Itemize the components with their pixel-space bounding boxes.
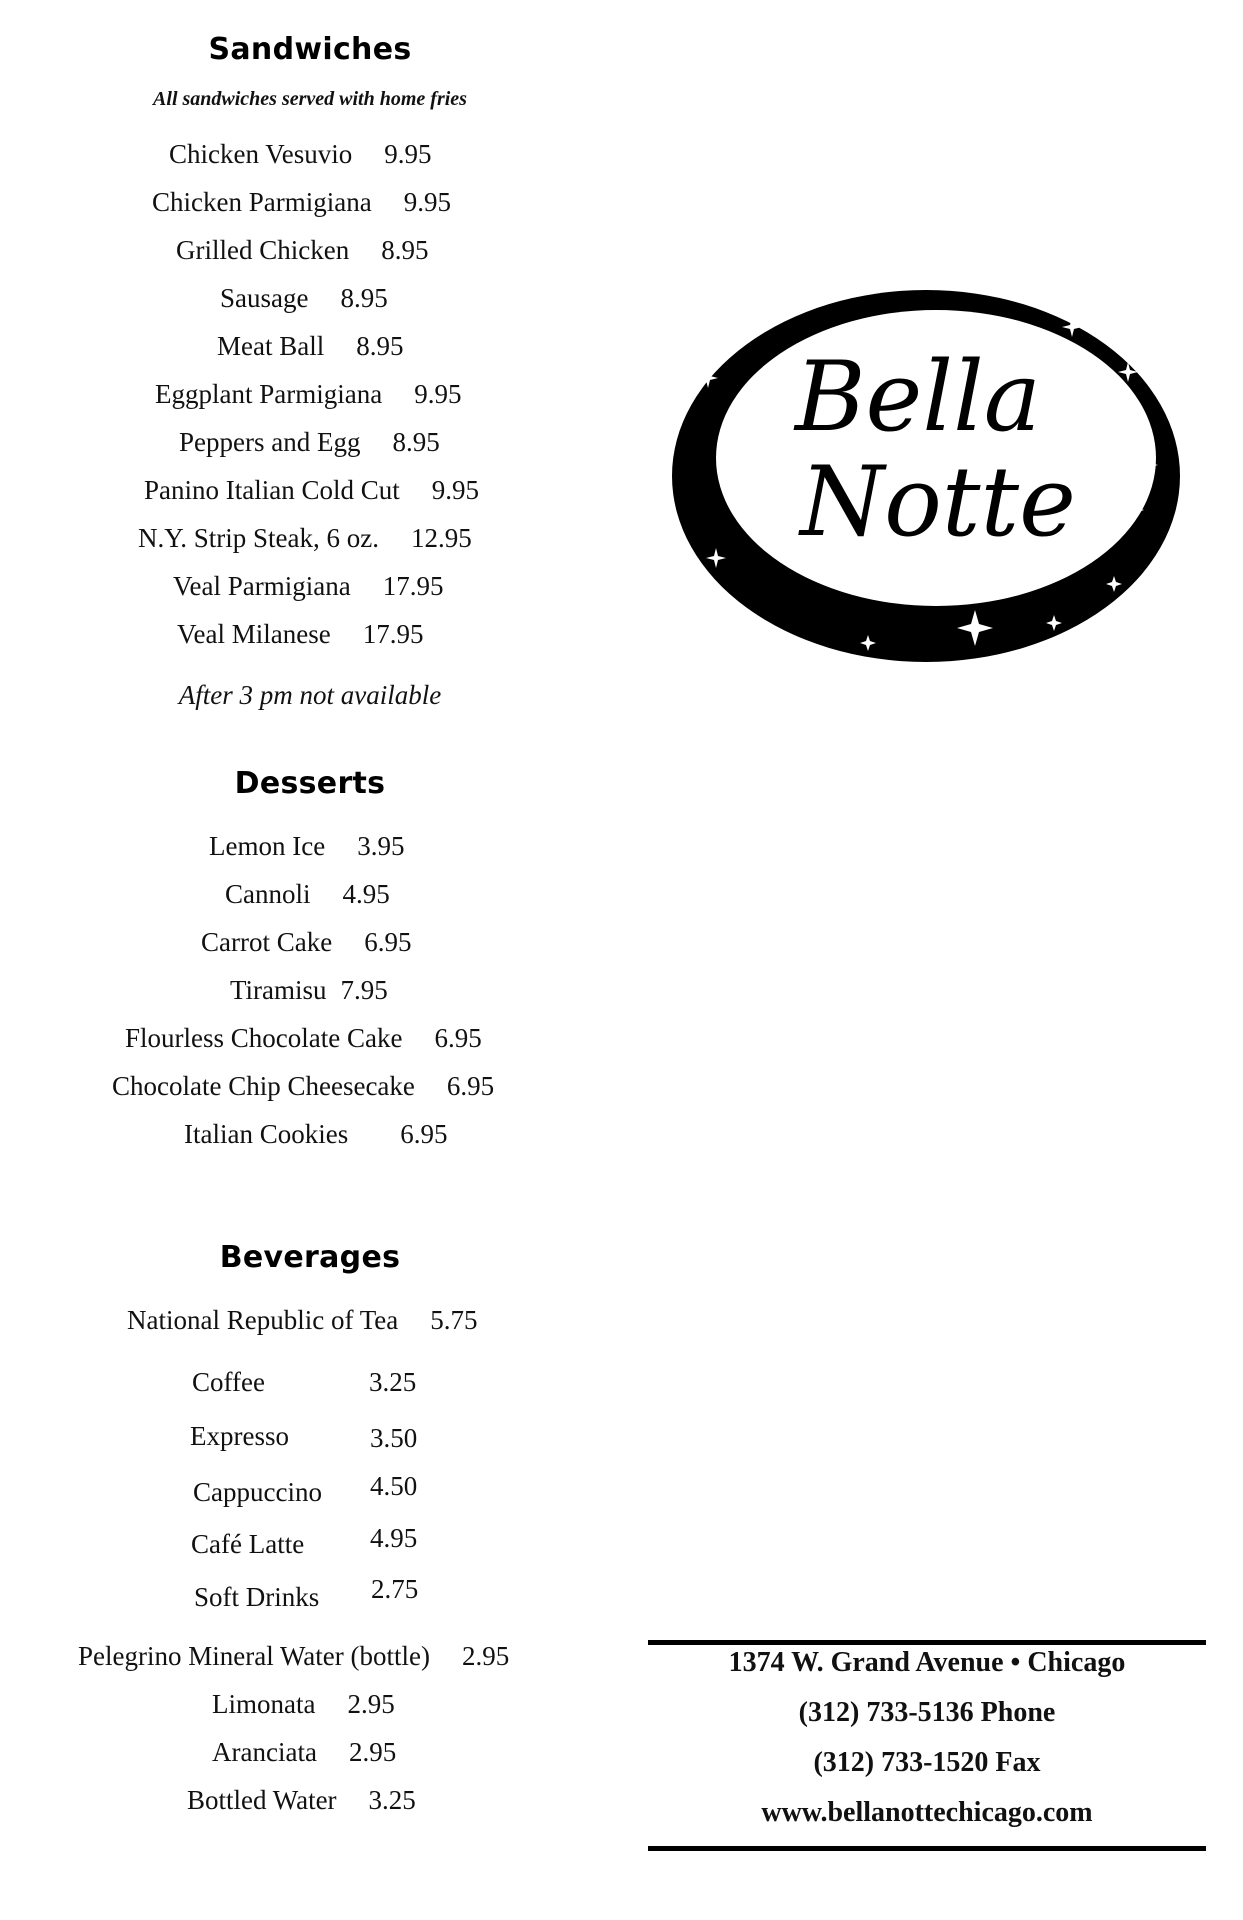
item-price: 2.95 bbox=[347, 1689, 395, 1719]
item-price: 9.95 bbox=[414, 379, 462, 409]
item-price: 4.50 bbox=[370, 1471, 418, 1501]
item-price: 4.95 bbox=[370, 1523, 418, 1553]
sandwiches-note: After 3 pm not available bbox=[178, 680, 442, 710]
item-price: 3.25 bbox=[368, 1785, 416, 1815]
sandwiches-heading: Sandwiches bbox=[208, 32, 412, 67]
item-name: Italian Cookies bbox=[184, 1119, 349, 1149]
item-name: Coffee bbox=[192, 1367, 265, 1397]
item-name: Chicken Vesuvio bbox=[169, 139, 353, 169]
menu-item bbox=[217, 330, 403, 362]
item-price: 5.75 bbox=[430, 1305, 478, 1335]
item-price: 8.95 bbox=[356, 331, 404, 361]
item-name: Veal Parmigiana bbox=[173, 571, 351, 601]
logo-text-bella: Bella bbox=[795, 341, 1041, 453]
beverages-heading: Beverages bbox=[219, 1240, 401, 1275]
desserts-heading: Desserts bbox=[234, 766, 386, 801]
item-price: 6.95 bbox=[364, 927, 412, 957]
contact-top-rule bbox=[648, 1640, 1206, 1645]
item-price: 8.95 bbox=[381, 235, 429, 265]
item-name: Sausage bbox=[220, 283, 309, 313]
item-name: N.Y. Strip Steak, 6 oz. bbox=[138, 523, 379, 553]
item-price: 3.25 bbox=[369, 1367, 417, 1397]
menu-item bbox=[230, 974, 388, 1006]
item-name: Lemon Ice bbox=[209, 831, 326, 861]
item-name: National Republic of Tea bbox=[127, 1305, 399, 1335]
menu-item bbox=[187, 1784, 416, 1816]
item-price: 17.95 bbox=[382, 571, 444, 601]
item-price: 6.95 bbox=[434, 1023, 482, 1053]
item-name: Expresso bbox=[190, 1421, 289, 1451]
item-price: 8.95 bbox=[340, 283, 388, 313]
menu-item bbox=[201, 926, 411, 958]
website-link[interactable]: www.bellanottechicago.com bbox=[761, 1797, 1093, 1828]
item-name: Tiramisu bbox=[230, 975, 327, 1005]
menu-item bbox=[212, 1736, 396, 1768]
menu-item bbox=[225, 878, 390, 910]
menu-item bbox=[125, 1022, 482, 1054]
item-price: 3.95 bbox=[357, 831, 405, 861]
item-price: 8.95 bbox=[392, 427, 440, 457]
bella-notte-logo bbox=[668, 280, 1180, 665]
contact-bottom-rule bbox=[648, 1846, 1206, 1851]
item-name: Panino Italian Cold Cut bbox=[144, 475, 400, 505]
item-name: Aranciata bbox=[212, 1737, 317, 1767]
item-name: Bottled Water bbox=[187, 1785, 337, 1815]
menu-item bbox=[152, 186, 451, 218]
item-name: Grilled Chicken bbox=[176, 235, 350, 265]
menu-item bbox=[138, 522, 472, 554]
menu-item bbox=[173, 570, 443, 602]
item-price: 9.95 bbox=[403, 187, 451, 217]
menu-item bbox=[127, 1304, 478, 1336]
item-price: 17.95 bbox=[362, 619, 424, 649]
logo-text-notte: Notte bbox=[800, 446, 1076, 558]
item-name: Meat Ball bbox=[217, 331, 325, 361]
phone-line: (312) 733-5136 Phone bbox=[798, 1697, 1056, 1728]
item-price: 9.95 bbox=[384, 139, 432, 169]
item-name: Pelegrino Mineral Water (bottle) bbox=[78, 1641, 430, 1671]
item-price: 6.95 bbox=[400, 1119, 448, 1149]
menu-item bbox=[155, 378, 461, 410]
item-name: Veal Milanese bbox=[177, 619, 331, 649]
item-name: Cannoli bbox=[225, 879, 311, 909]
item-price: 3.50 bbox=[370, 1423, 418, 1453]
item-price: 12.95 bbox=[411, 523, 472, 553]
menu-item bbox=[144, 474, 479, 506]
item-name: Cappuccino bbox=[193, 1477, 322, 1507]
item-name: Carrot Cake bbox=[201, 927, 333, 957]
address-line: 1374 W. Grand Avenue • Chicago bbox=[728, 1647, 1126, 1678]
item-name: Peppers and Egg bbox=[179, 427, 361, 457]
item-name: Chocolate Chip Cheesecake bbox=[112, 1071, 415, 1101]
item-price: 2.75 bbox=[371, 1574, 419, 1604]
menu-item bbox=[209, 830, 404, 862]
menu-item bbox=[176, 234, 428, 266]
item-name: Soft Drinks bbox=[194, 1582, 320, 1612]
menu-item bbox=[112, 1070, 494, 1102]
item-price: 9.95 bbox=[431, 475, 479, 505]
menu-item bbox=[179, 426, 440, 458]
menu-item bbox=[212, 1688, 395, 1720]
item-price: 7.95 bbox=[340, 975, 388, 1005]
item-name: Chicken Parmigiana bbox=[152, 187, 372, 217]
item-price: 2.95 bbox=[348, 1737, 397, 1767]
fax-line: (312) 733-1520 Fax bbox=[813, 1747, 1041, 1778]
item-name: Eggplant Parmigiana bbox=[155, 379, 383, 409]
sandwiches-subtitle: All sandwiches served with home fries bbox=[153, 88, 467, 110]
item-price: 6.95 bbox=[446, 1071, 495, 1101]
item-price: 4.95 bbox=[342, 879, 390, 909]
item-name: Flourless Chocolate Cake bbox=[125, 1023, 403, 1053]
menu-item bbox=[177, 618, 423, 650]
menu-item bbox=[169, 138, 432, 170]
item-price: 2.95 bbox=[461, 1641, 510, 1671]
menu-item bbox=[184, 1118, 447, 1150]
menu-item bbox=[220, 282, 388, 314]
item-name: Limonata bbox=[212, 1689, 316, 1719]
menu-item bbox=[78, 1640, 509, 1672]
item-name: Café Latte bbox=[191, 1529, 305, 1559]
